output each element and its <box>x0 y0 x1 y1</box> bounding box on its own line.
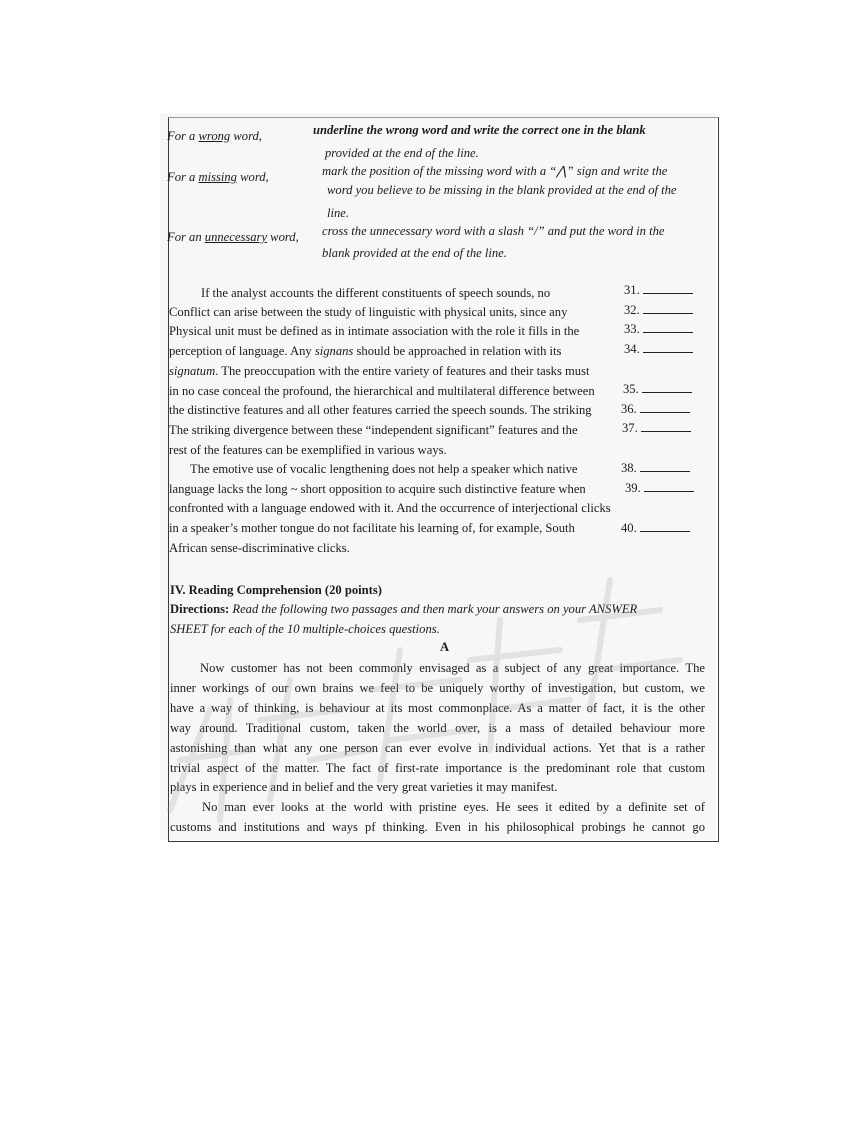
reading-line: Now customer has not been commonly envisaged as a subject of any great importance. The <box>200 661 705 675</box>
unnecessary-word-text-1: cross the unnecessary word with a slash “/” and put the word in the <box>322 224 665 238</box>
reading-line: inner workings of our own brains we feel to be uniquely worthy of investigation, but custom, we <box>170 681 705 695</box>
passage-line: rest of the features can be exemplified in various ways. <box>169 443 447 457</box>
reading-line: have a way of thinking, is behaviour at its most commonplace. As a matter of fact, it is the other <box>170 701 705 715</box>
unnecessary-word-text-2: blank provided at the end of the line. <box>322 246 507 260</box>
answer-blank-33[interactable]: 33. <box>624 321 693 337</box>
directions-line-1: Directions: Read the following two passages and then mark your answers on your ANSWER <box>170 602 638 616</box>
missing-word-text-1: mark the position of the missing word with a “⋀” sign and write the <box>322 164 668 178</box>
passage-line: confronted with a language endowed with it. And the occurrence of interjectional clicks <box>169 501 611 515</box>
passage-line: Conflict can arise between the study of linguistic with physical units, since any <box>169 305 568 319</box>
answer-blank-39[interactable]: 39. <box>625 480 694 496</box>
reading-line: astonishing than what any one person can ever evolve in individual actions. Yet that is a rather <box>170 741 705 755</box>
answer-blank-40[interactable]: 40. <box>621 520 690 536</box>
missing-word-text-2: word you believe to be missing in the blank provided at the end of the <box>327 183 677 197</box>
passage-line: The emotive use of vocalic lengthening does not help a speaker which native <box>190 462 578 476</box>
passage-line: perception of language. Any signans should be approached in relation with its <box>169 344 562 358</box>
reading-line: way around. Traditional custom, taken the world over, is a mass of detailed behaviour more <box>170 721 705 735</box>
passage-line: If the analyst accounts the different constituents of speech sounds, no <box>201 286 551 300</box>
passage-line: signatum. The preoccupation with the entire variety of features and their tasks must <box>169 364 590 378</box>
passage-line: the distinctive features and all other features carried the speech sounds. The striking <box>169 403 592 417</box>
reading-line: customs and institutions and ways pf thinking. Even in his philosophical probings he cannot go <box>170 820 705 834</box>
section-title: IV. Reading Comprehension (20 points) <box>170 583 382 597</box>
wrong-word-text-1: underline the wrong word and write the correct one in the blank <box>313 123 646 137</box>
missing-word-text-3: line. <box>327 206 350 220</box>
passage-line: The striking divergence between these “independent significant” features and the <box>169 423 578 437</box>
passage-line: in a speaker’s mother tongue do not facilitate his learning of, for example, South <box>169 521 575 535</box>
reading-line: No man ever looks at the world with pristine eyes. He sees it edited by a definite set of <box>202 800 705 814</box>
answer-blank-36[interactable]: 36. <box>621 401 690 417</box>
unnecessary-word-label: For an unnecessary word, <box>167 230 299 244</box>
missing-word-label: For a missing word, <box>167 170 269 184</box>
reading-line: plays in experience and in belief and the very great varieties it may manifest. <box>170 780 558 794</box>
passage-letter: A <box>440 640 450 654</box>
answer-blank-37[interactable]: 37. <box>622 420 691 436</box>
answer-blank-32[interactable]: 32. <box>624 302 693 318</box>
answer-blank-34[interactable]: 34. <box>624 341 693 357</box>
passage-line: Physical unit must be defined as in intimate association with the role it fills in the <box>169 324 580 338</box>
passage-line: African sense-discriminative clicks. <box>169 541 350 555</box>
answer-blank-31[interactable]: 31. <box>624 282 693 298</box>
answer-blank-38[interactable]: 38. <box>621 460 690 476</box>
directions-line-2: SHEET for each of the 10 multiple-choices questions. <box>170 622 440 636</box>
passage-line: language lacks the long ~ short opposition to acquire such distinctive feature when <box>169 482 586 496</box>
answer-blank-35[interactable]: 35. <box>623 381 692 397</box>
wrong-word-label: For a wrong word, <box>167 129 262 143</box>
reading-line: trivial aspect of the matter. The fact of first-rate importance is the predominant role that custom <box>170 761 705 775</box>
passage-line: in no case conceal the profound, the hierarchical and multilateral difference between <box>169 384 595 398</box>
wrong-word-text-2: provided at the end of the line. <box>325 146 479 160</box>
